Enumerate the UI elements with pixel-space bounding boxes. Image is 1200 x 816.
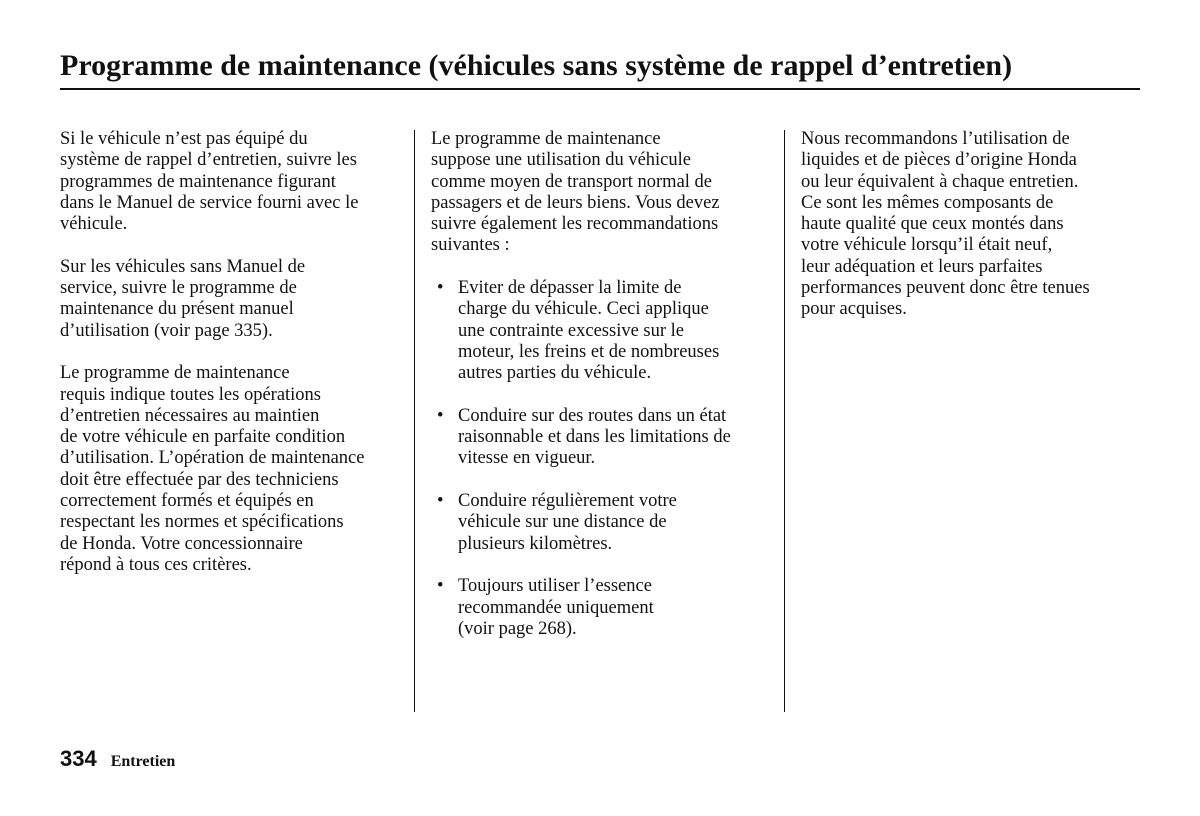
text-line: autres parties du véhicule. <box>458 363 652 384</box>
text-line: Eviter de dépasser la limite de <box>458 278 682 299</box>
text-line: répond à tous ces critères. <box>60 554 252 575</box>
text-line: requis indique toutes les opérations <box>60 384 322 405</box>
bullet-icon: • <box>437 576 444 597</box>
bullet-icon: • <box>437 491 444 512</box>
list-item-load-limit <box>431 278 776 384</box>
text-line: véhicule. <box>60 214 128 235</box>
title-rule <box>60 88 1140 90</box>
paragraph-normal-usage <box>431 129 776 257</box>
paragraph-genuine-parts <box>801 129 1146 321</box>
text-line: passagers et de leurs biens. Vous devez <box>431 192 720 213</box>
text-line: Le programme de maintenance <box>60 363 290 384</box>
paragraph-no-service-manual <box>60 257 405 342</box>
paragraph-maintenance-program <box>60 363 405 576</box>
text-line: recommandée uniquement <box>458 597 654 618</box>
text-line: ou leur équivalent à chaque entretien. <box>801 171 1079 192</box>
text-line: charge du véhicule. Ceci applique <box>458 299 709 320</box>
column-right <box>801 129 1146 342</box>
text-line: d’entretien nécessaires au maintien <box>60 405 320 426</box>
text-line: liquides et de pièces d’origine Honda <box>801 150 1077 171</box>
text-line: moteur, les freins et de nombreuses <box>458 341 720 362</box>
section-name: Entretien <box>110 753 176 770</box>
bullet-icon: • <box>437 405 444 426</box>
text-line: de votre véhicule en parfaite condition <box>60 427 346 448</box>
text-line: suivre également les recommandations <box>431 214 719 235</box>
text-line: Toujours utiliser l’essence <box>458 576 652 597</box>
text-line: Sur les véhicules sans Manuel de <box>60 256 306 277</box>
text-line: Nous recommandons l’utilisation de <box>801 129 1070 149</box>
column-divider-1 <box>414 130 415 712</box>
text-line: doit être effectuée par des techniciens <box>60 469 339 490</box>
text-line: Si le véhicule n’est pas équipé du <box>60 129 308 149</box>
text-line: une contrainte excessive sur le <box>458 320 685 341</box>
column-left <box>60 129 405 598</box>
page-footer <box>60 746 175 772</box>
text-line: suivantes : <box>431 235 510 256</box>
text-line: dans le Manuel de service fourni avec le <box>60 192 359 213</box>
page-number: 334 <box>60 746 97 771</box>
text-line: Le programme de maintenance <box>431 129 661 149</box>
list-item-regular-driving <box>431 491 776 555</box>
text-line: raisonnable et dans les limitations de <box>458 427 731 448</box>
text-line: d’utilisation (voir page 335). <box>60 320 273 341</box>
page-title: Programme de maintenance (véhicules sans système de rappel d’entretien) <box>60 49 1013 82</box>
text-line: service, suivre le programme de <box>60 278 297 299</box>
text-line: Conduire sur des routes dans un état <box>458 405 727 426</box>
text-line: d’utilisation. L’opération de maintenance <box>60 448 365 469</box>
text-line: respectant les normes et spécifications <box>60 512 344 533</box>
text-line: haute qualité que ceux montés dans <box>801 214 1064 235</box>
text-line: vitesse en vigueur. <box>458 448 596 469</box>
text-line: performances peuvent donc être tenues <box>801 278 1090 299</box>
column-middle <box>431 129 776 661</box>
column-divider-2 <box>784 130 785 712</box>
text-line: système de rappel d’entretien, suivre les <box>60 150 357 171</box>
bullet-icon: • <box>437 278 444 299</box>
text-line: leur adéquation et leurs parfaites <box>801 256 1043 277</box>
text-line: comme moyen de transport normal de <box>431 171 713 192</box>
text-line: (voir page 268). <box>458 618 577 639</box>
list-item-road-conditions <box>431 406 776 470</box>
text-line: véhicule sur une distance de <box>458 512 667 533</box>
text-line: plusieurs kilomètres. <box>458 533 613 554</box>
text-line: Ce sont les mêmes composants de <box>801 192 1054 213</box>
list-item-recommended-fuel <box>431 576 776 640</box>
text-line: Conduire régulièrement votre <box>458 491 677 512</box>
text-line: votre véhicule lorsqu’il était neuf, <box>801 235 1053 256</box>
text-line: de Honda. Votre concessionnaire <box>60 533 303 554</box>
text-line: maintenance du présent manuel <box>60 299 294 320</box>
text-line: suppose une utilisation du véhicule <box>431 150 691 171</box>
text-line: pour acquises. <box>801 299 907 320</box>
recommendations-list <box>431 278 776 640</box>
paragraph-no-reminder-system <box>60 129 405 235</box>
text-line: programmes de maintenance figurant <box>60 171 336 192</box>
text-line: correctement formés et équipés en <box>60 491 314 512</box>
